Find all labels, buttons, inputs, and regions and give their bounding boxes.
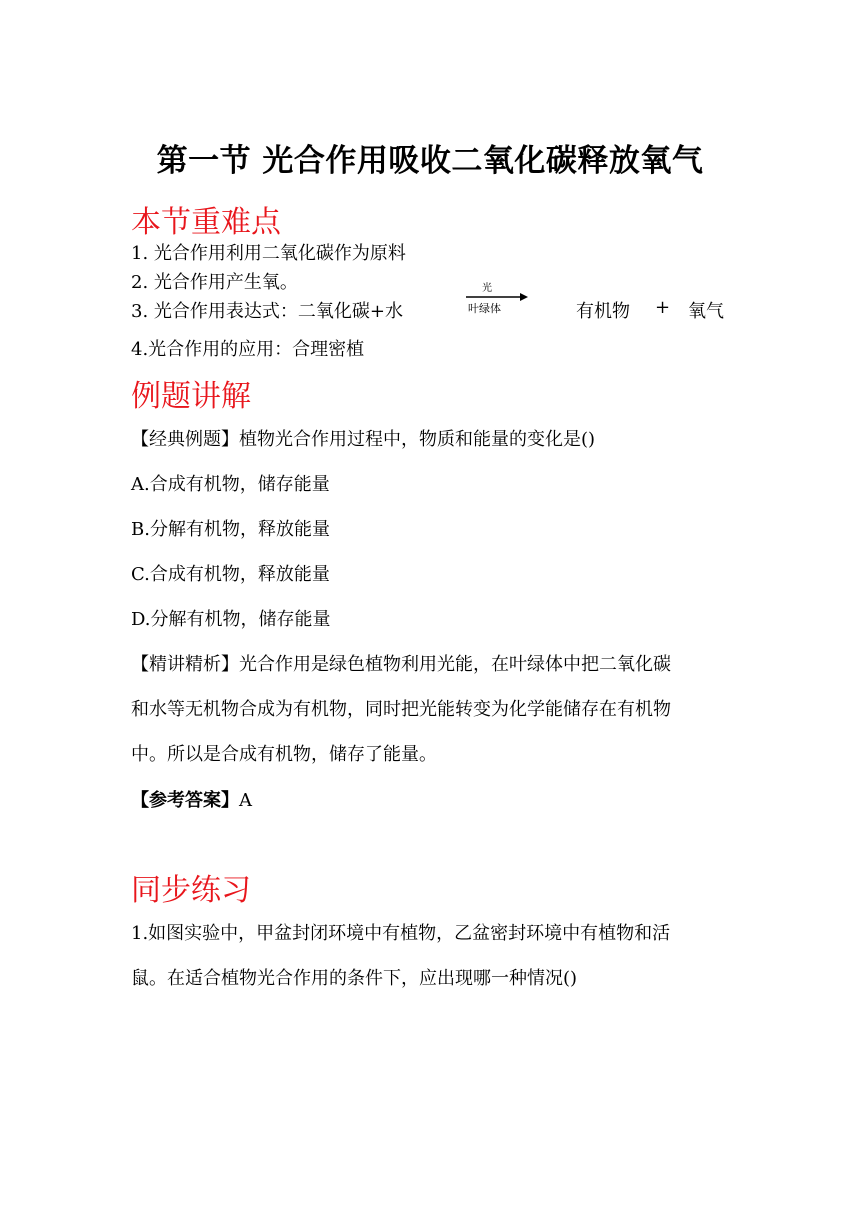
answer-line xyxy=(131,786,252,812)
page-title: 第一节 光合作用吸收二氧化碳释放氧气 xyxy=(156,143,704,179)
question-text: 植物光合作用过程中，物质和能量的变化是() xyxy=(239,429,596,450)
section-heading-example: 例题讲解 xyxy=(131,379,251,414)
practice-q1-line-1: 1.如图实验中，甲盆封闭环境中有植物，乙盆密封环境中有植物和活 xyxy=(131,923,671,944)
analysis-text-1: 光合作用是绿色植物利用光能，在叶绿体中把二氧化碳 xyxy=(239,654,671,675)
analysis-line-1 xyxy=(131,650,671,676)
analysis-tag: 【精讲精析】 xyxy=(131,654,239,675)
practice-q1-line-2: 鼠。在适合植物光合作用的条件下，应出现哪一种情况() xyxy=(131,968,578,989)
option-a: A.合成有机物，储存能量 xyxy=(131,474,330,495)
answer-value: A xyxy=(239,790,252,811)
analysis-line-2: 和水等无机物合成为有机物，同时把光能转变为化学能储存在有机物 xyxy=(131,699,671,720)
arrow-condition-light: 光 xyxy=(482,283,492,294)
section-heading-practice: 同步练习 xyxy=(131,873,251,908)
analysis-line-3: 中。所以是合成有机物，储存了能量。 xyxy=(131,744,437,765)
option-b: B.分解有机物，释放能量 xyxy=(131,519,330,540)
option-c: C.合成有机物，释放能量 xyxy=(131,564,330,585)
example-question xyxy=(131,425,595,451)
section-heading-key-points: 本节重难点 xyxy=(131,205,281,240)
question-tag: 【经典例题】 xyxy=(131,429,239,450)
key-point-1: 1. 光合作用利用二氧化碳作为原料 xyxy=(131,243,406,264)
right-arrow-icon xyxy=(466,293,528,301)
plus-sign: + xyxy=(655,297,671,318)
answer-tag: 【参考答案】 xyxy=(131,790,239,811)
key-point-2: 2. 光合作用产生氧。 xyxy=(131,272,298,293)
product-organic-matter: 有机物 xyxy=(576,301,630,322)
reaction-arrow xyxy=(466,284,528,318)
key-point-4: 4.光合作用的应用：合理密植 xyxy=(131,339,365,360)
option-d: D.分解有机物，储存能量 xyxy=(131,609,331,630)
arrow-condition-chloroplast: 叶绿体 xyxy=(468,302,501,315)
product-oxygen: 氧气 xyxy=(688,301,724,322)
key-point-3-left: 3. 光合作用表达式：二氧化碳+水 xyxy=(131,301,403,322)
